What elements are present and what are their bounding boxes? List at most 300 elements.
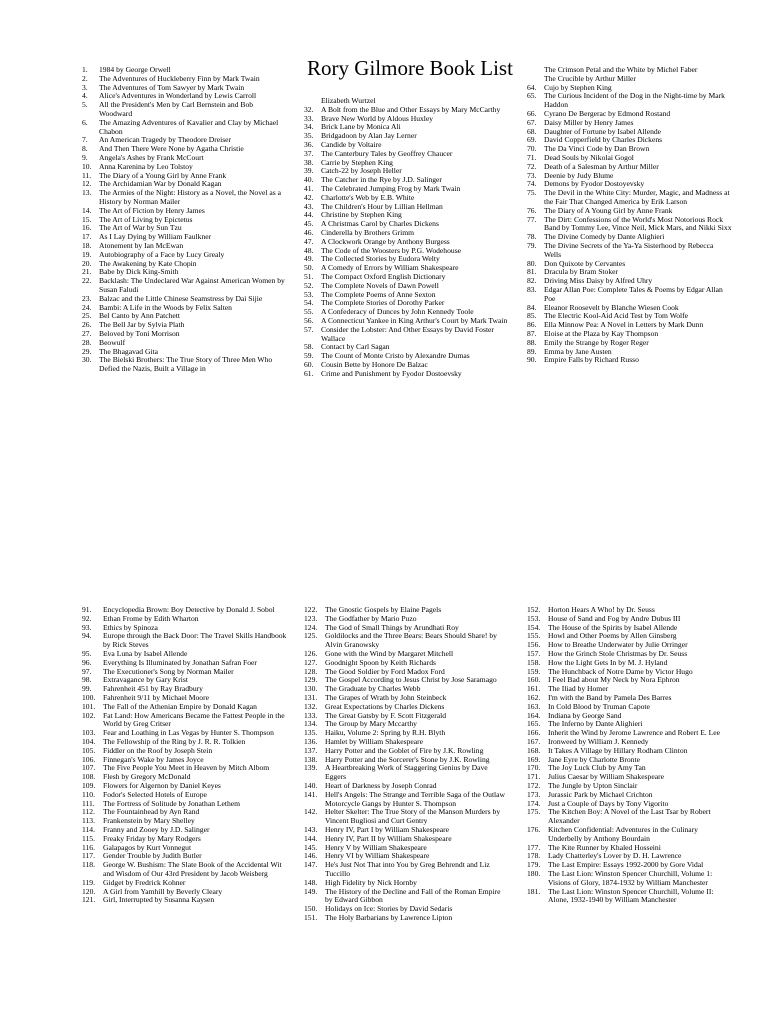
item-number: 84. — [527, 302, 537, 312]
book-title: The Diary of A Young Girl by Anne Frank — [544, 205, 673, 215]
book-title: How the Light Gets In by M. J. Hyland — [548, 657, 668, 667]
item-number: 125. — [304, 631, 318, 641]
book-title: High Fidelity by Nick Hornby — [325, 877, 417, 887]
book-list-column-2 — [304, 97, 509, 379]
book-title: The Iliad by Homer — [548, 684, 609, 694]
book-list-item — [82, 861, 287, 879]
book-title: David Copperfield by Charles Dickens — [544, 135, 663, 145]
item-number: 61. — [304, 368, 314, 378]
page-title: Rory Gilmore Book List — [307, 56, 513, 80]
item-number: 146. — [304, 851, 318, 861]
item-number: 23. — [82, 293, 92, 303]
book-title: Lady Chatterley's Lover by D. H. Lawrence — [548, 851, 682, 861]
book-title: The Archidamian War by Donald Kagan — [99, 179, 222, 189]
continued-entry: The Crucible by Arthur Miller — [544, 73, 636, 83]
book-title: Consider the Lobster: And Other Essays by David Foster Wallace — [321, 324, 494, 343]
book-title: How the Grinch Stole Christmas by Dr. Seuss — [548, 648, 688, 658]
book-title: The Complete Novels of Dawn Powell — [321, 280, 439, 290]
item-number: 37. — [304, 148, 314, 158]
item-number: 115. — [82, 833, 96, 843]
book-title: Eloise at the Plaza by Kay Thompson — [544, 328, 659, 338]
book-title: A Confederacy of Dunces by John Kennedy Toole — [321, 307, 474, 317]
item-number: 74. — [527, 179, 537, 189]
book-title: 1984 by George Orwell — [99, 65, 171, 74]
item-number: 45. — [304, 219, 314, 229]
book-title: Holidays on Ice: Stories by David Sedaris — [325, 904, 453, 914]
item-number: 139. — [304, 763, 318, 773]
book-title: Eva Luna by Isabel Allende — [103, 648, 188, 658]
item-number: 157. — [527, 648, 541, 658]
book-title: It Takes A Village by Hillary Rodham Clinton — [548, 745, 688, 755]
item-number: 154. — [527, 622, 541, 632]
book-title: Howl and Other Poems by Allen Ginsberg — [548, 631, 677, 641]
book-list-item — [82, 189, 287, 207]
item-number: 80. — [527, 258, 537, 268]
book-title: Freaky Friday by Mary Rodgers — [103, 833, 201, 843]
book-title: Bambi: A Life in the Woods by Felix Salten — [99, 302, 232, 312]
item-number: 107. — [82, 763, 96, 773]
item-number: 77. — [527, 214, 537, 224]
book-title: Henry V by William Shakespeare — [325, 842, 427, 852]
book-list-item — [527, 92, 732, 110]
book-title: Girl, Interrupted by Susanna Kaysen — [103, 895, 215, 905]
item-number: 138. — [304, 754, 318, 764]
book-list-item — [527, 356, 732, 365]
book-title: Fiddler on the Roof by Joseph Stein — [103, 745, 213, 755]
book-title: Ethan Frome by Edith Wharton — [103, 613, 199, 623]
item-number: 173. — [527, 789, 541, 799]
book-list-item — [527, 216, 732, 234]
item-number: 41. — [304, 183, 314, 193]
book-list-item — [527, 286, 732, 304]
item-number: 15. — [82, 214, 92, 224]
book-title: The History of the Decline and Fall of the Roman Empire by Edward Gibbon — [325, 886, 501, 905]
book-title: Goodnight Spoon by Keith Richards — [325, 657, 436, 667]
item-number: 25. — [82, 311, 92, 321]
book-title: The Children's Hour by Lillian Hellman — [321, 201, 443, 211]
item-number: 158. — [527, 657, 541, 667]
book-title: Backlash: The Undeclared War Against American Women by Susan Faludi — [99, 276, 285, 294]
book-title: Christine by Stephen King — [321, 210, 402, 220]
book-list-item — [82, 119, 287, 137]
item-number: 30. — [82, 355, 92, 365]
item-number: 87. — [527, 328, 537, 338]
item-number: 133. — [304, 710, 318, 720]
book-list-item — [304, 632, 509, 650]
book-title: The Armies of the Night: History as a Novel, the Novel as a History by Norman Mailer — [99, 188, 281, 206]
item-number: 112. — [82, 807, 96, 817]
item-number: 21. — [82, 267, 92, 277]
book-title: Autobiography of a Face by Lucy Grealy — [99, 249, 225, 259]
item-number: 4. — [82, 91, 88, 101]
book-title: Fat Land: How Americans Became the Fattest People in the World by Greg Critser — [103, 710, 285, 729]
book-title: The Gnostic Gospels by Elaine Pagels — [325, 605, 442, 614]
book-list-item — [527, 189, 732, 207]
item-number: 121. — [82, 895, 96, 905]
item-number: 105. — [82, 745, 96, 755]
book-title: Fahrenheit 9/11 by Michael Moore — [103, 692, 210, 702]
item-number: 86. — [527, 320, 537, 330]
item-number: 94. — [82, 631, 92, 641]
item-number: 57. — [304, 324, 314, 334]
book-title: The Canterbury Tales by Geoffrey Chaucer — [321, 148, 453, 158]
book-title: Jurassic Park by Michael Crichton — [548, 789, 653, 799]
item-number: 71. — [527, 152, 537, 162]
item-number: 165. — [527, 719, 541, 729]
item-number: 141. — [304, 789, 318, 799]
book-title: Just a Couple of Days by Tony Vigorito — [548, 798, 669, 808]
item-number: 59. — [304, 351, 314, 361]
book-title: An American Tragedy by Theodore Dreiser — [99, 135, 232, 145]
book-title: I'm with the Band by Pamela Des Barres — [548, 692, 672, 702]
book-title: Everything Is Illuminated by Jonathan Safran Foer — [103, 657, 257, 667]
book-title: Indiana by George Sand — [548, 710, 622, 720]
book-title: The Da Vinci Code by Dan Brown — [544, 144, 650, 154]
item-number: 29. — [82, 346, 92, 356]
book-title: The Electric Kool-Aid Acid Test by Tom Wolfe — [544, 311, 689, 321]
book-title: The Good Soldier by Ford Madox Ford — [325, 666, 445, 676]
book-list-column-6 — [527, 606, 732, 905]
book-title: Henry VI by William Shakespeare — [325, 851, 430, 861]
item-number: 151. — [304, 912, 318, 922]
book-title: The Diary of a Young Girl by Anne Frank — [99, 170, 227, 180]
book-title: Cousin Bette by Honore De Balzac — [321, 359, 428, 369]
book-list-item — [304, 764, 509, 782]
item-number: 52. — [304, 280, 314, 290]
book-title: Driving Miss Daisy by Alfred Uhry — [544, 276, 653, 286]
book-title: Henry IV, Part I by William Shakespeare — [325, 824, 450, 834]
item-number: 145. — [304, 842, 318, 852]
book-title: Hamlet by William Shakespeare — [325, 736, 424, 746]
book-title: Death of a Salesman by Arthur Miller — [544, 161, 659, 171]
book-title: Angela's Ashes by Frank McCourt — [99, 152, 204, 162]
book-title: Brave New World by Aldous Huxley — [321, 113, 434, 123]
book-title: Encyclopedia Brown: Boy Detective by Donald J. Sobol — [103, 605, 275, 614]
book-list-item — [527, 888, 732, 906]
book-title: The Godfather by Mario Puzo — [325, 613, 417, 623]
item-number: 6. — [82, 117, 88, 127]
book-list-item — [304, 370, 509, 379]
book-title: The Count of Monte Cristo by Alexandre Dumas — [321, 351, 470, 361]
book-list-item — [527, 808, 732, 826]
book-list-item — [527, 242, 732, 260]
book-title: A Clockwork Orange by Anthony Burgess — [321, 236, 450, 246]
book-title: The Art of Fiction by Henry James — [99, 205, 205, 215]
book-title: The Holy Barbarians by Lawrence Lipton — [325, 912, 453, 922]
book-title: He's Just Not That into You by Greg Behrendt and Liz Tuccillo — [325, 860, 490, 878]
item-number: 102. — [82, 710, 96, 720]
book-title: The Devil in the White City: Murder, Magic, and Madness at the Fair That Changed America by Erik Larson — [544, 188, 730, 206]
book-title: Fahrenheit 451 by Ray Bradbury — [103, 684, 203, 694]
item-number: 3. — [82, 82, 88, 92]
book-title: A Connecticut Yankee in King Arthur's Court by Mark Twain — [321, 315, 508, 325]
book-title: Dead Souls by Nikolai Gogol — [544, 152, 634, 162]
book-title: The Complete Poems of Anne Sexton — [321, 289, 436, 299]
book-title: The Grapes of Wrath by John Steinbeck — [325, 692, 447, 702]
item-number: 85. — [527, 311, 537, 321]
item-number: 24. — [82, 302, 92, 312]
book-list-item — [304, 808, 509, 826]
item-number: 159. — [527, 666, 541, 676]
item-number: 13. — [82, 188, 92, 198]
column-2-entries — [304, 106, 509, 379]
item-number: 64. — [527, 82, 537, 92]
item-number: 60. — [304, 359, 314, 369]
book-list-item — [82, 896, 287, 905]
book-title: The Code of the Woosters by P.G. Wodehouse — [321, 245, 462, 255]
book-title: Fodor's Selected Hotels of Europe — [103, 789, 207, 799]
item-number: 83. — [527, 284, 537, 294]
item-number: 47. — [304, 236, 314, 246]
item-number: 122. — [304, 605, 318, 614]
book-list-item — [82, 101, 287, 119]
item-number: 58. — [304, 342, 314, 352]
item-number: 38. — [304, 157, 314, 167]
continued-entry: The Crimson Petal and the White by Michel Faber — [544, 65, 698, 74]
book-title: The Catcher in the Rye by J.D. Salinger — [321, 175, 442, 185]
item-number: 181. — [527, 886, 541, 896]
item-number: 129. — [304, 675, 318, 685]
book-title: The Collected Stories by Eudora Welty — [321, 254, 440, 264]
item-number: 91. — [82, 605, 92, 614]
book-title: Flowers for Algernon by Daniel Keyes — [103, 780, 221, 790]
item-number: 169. — [527, 754, 541, 764]
item-number: 79. — [527, 240, 537, 250]
item-number: 89. — [527, 346, 537, 356]
book-title: The Group by Mary Mccarthy — [325, 719, 417, 729]
book-title: House of Sand and Fog by Andre Dubus III — [548, 613, 681, 623]
item-number: 142. — [304, 807, 318, 817]
book-title: Gidget by Fredrick Kohner — [103, 877, 186, 887]
item-number: 178. — [527, 851, 541, 861]
book-list-column-3 — [527, 66, 732, 365]
book-title: A Girl from Yamhill by Beverly Cleary — [103, 886, 223, 896]
item-number: 55. — [304, 307, 314, 317]
book-title: Galapagos by Kurt Vonnegut — [103, 842, 192, 852]
book-title: Candide by Voltaire — [321, 139, 382, 149]
item-number: 172. — [527, 780, 541, 790]
item-number: 111. — [82, 798, 95, 808]
book-title: Cyrano De Bergerac by Edmond Rostand — [544, 108, 671, 118]
item-number: 18. — [82, 240, 92, 250]
item-number: 53. — [304, 289, 314, 299]
item-number: 17. — [82, 232, 92, 242]
item-number: 35. — [304, 131, 314, 141]
item-number: 69. — [527, 135, 537, 145]
item-number: 108. — [82, 772, 96, 782]
item-number: 168. — [527, 745, 541, 755]
book-title: Frankenstein by Mary Shelley — [103, 816, 195, 826]
book-title: Cinderella by Brothers Grimm — [321, 227, 415, 237]
book-title: As I Lay Dying by William Faulkner — [99, 232, 212, 242]
book-title: The Great Gatsby by F. Scott Fitzgerald — [325, 710, 447, 720]
item-number: 93. — [82, 622, 92, 632]
book-title: The Kite Runner by Khaled Hosseini — [548, 842, 661, 852]
book-title: Crime and Punishment by Fyodor Dostoevsky — [321, 368, 462, 378]
book-title: The Joy Luck Club by Amy Tan — [548, 763, 646, 773]
book-title: The Amazing Adventures of Kavalier and Clay by Michael Chabon — [99, 117, 279, 136]
book-title: The House of the Spirits by Isabel Allende — [548, 622, 678, 632]
book-title: A Christmas Carol by Charles Dickens — [321, 219, 439, 229]
book-title: Horton Hears A Who! by Dr. Seuss — [548, 605, 655, 614]
item-number: 97. — [82, 666, 92, 676]
item-number: 43. — [304, 201, 314, 211]
item-number: 42. — [304, 192, 314, 202]
book-title: Harry Potter and the Goblet of Fire by J.K. Rowling — [325, 745, 484, 755]
item-number: 101. — [82, 701, 96, 711]
item-number: 7. — [82, 135, 88, 145]
book-title: The Fall of the Athenian Empire by Donald Kagan — [103, 701, 257, 711]
book-title: Harry Potter and the Sorcerer's Stone by J.K. Rowling — [325, 754, 490, 764]
book-title: The Gospel According to Jesus Christ by Jose Saramago — [325, 675, 497, 685]
item-number: 166. — [527, 728, 541, 738]
item-number: 81. — [527, 267, 537, 277]
item-number: 99. — [82, 684, 92, 694]
item-number: 1. — [82, 65, 88, 74]
item-number: 50. — [304, 263, 314, 273]
book-title: The Awakening by Kate Chopin — [99, 258, 197, 268]
book-title: Extravagance by Gary Krist — [103, 675, 188, 685]
item-number: 49. — [304, 254, 314, 264]
book-title: The Dirt: Confessions of the World's Most Notorious Rock Band by Tommy Lee, Vince Neil, Mick Mars, and Nikki Sixx — [544, 214, 732, 233]
item-number: 2. — [82, 73, 88, 83]
item-number: 150. — [304, 904, 318, 914]
book-list-item — [304, 888, 509, 906]
item-number: 175. — [527, 807, 541, 817]
book-title: A Heartbreaking Work of Staggering Genius by Dave Eggers — [325, 763, 488, 782]
item-number: 67. — [527, 117, 537, 127]
book-list-item — [82, 356, 287, 374]
book-title: Bel Canto by Ann Patchett — [99, 311, 180, 321]
item-number: 44. — [304, 210, 314, 220]
item-number: 100. — [82, 692, 96, 702]
book-title: Babe by Dick King-Smith — [99, 267, 179, 277]
book-title: A Comedy of Errors by William Shakespeare — [321, 263, 459, 273]
book-title: Catch-22 by Joseph Heller — [321, 166, 402, 176]
item-number: 144. — [304, 833, 318, 843]
item-number: 113. — [82, 816, 96, 826]
book-title: Carrie by Stephen King — [321, 157, 393, 167]
item-number: 174. — [527, 798, 541, 808]
item-number: 33. — [304, 113, 314, 123]
book-title: The Fortress of Solitude by Jonathan Lethem — [103, 798, 241, 808]
item-number: 96. — [82, 657, 92, 667]
item-number: 117. — [82, 851, 96, 861]
item-number: 123. — [304, 613, 318, 623]
book-title: All the President's Men by Carl Bernstein and Bob Woodward — [99, 100, 254, 118]
item-number: 75. — [527, 188, 537, 198]
book-title: The Compact Oxford English Dictionary — [321, 271, 446, 281]
book-title: Brick Lane by Monica Ali — [321, 122, 401, 132]
column-3-entries — [527, 84, 732, 366]
item-number: 78. — [527, 232, 537, 242]
item-number: 164. — [527, 710, 541, 720]
item-number: 70. — [527, 144, 537, 154]
book-title: Finnegan's Wake by James Joyce — [103, 754, 204, 764]
book-title: The Jungle by Upton Sinclair — [548, 780, 638, 790]
item-number: 126. — [304, 648, 318, 658]
book-title: Beowulf — [99, 337, 126, 347]
book-title: Deenie by Judy Blume — [544, 170, 614, 180]
book-title: Edgar Allan Poe: Complete Tales & Poems by Edgar Allan Poe — [544, 284, 723, 303]
item-number: 167. — [527, 736, 541, 746]
book-title: Daisy Miller by Henry James — [544, 117, 634, 127]
item-number: 118. — [82, 860, 96, 870]
book-title: The Hunchback of Notre Dame by Victor Hugo — [548, 666, 693, 676]
item-number: 179. — [527, 860, 541, 870]
book-list-item — [304, 914, 509, 923]
book-title: The Last Lion: Winston Spencer Churchill, Volume II: Alone, 1932-1940 by William Manchester — [548, 886, 714, 905]
item-number: 160. — [527, 675, 541, 685]
book-title: Ironweed by William J. Kennedy — [548, 736, 649, 746]
item-number: 147. — [304, 860, 318, 870]
book-title: Alice's Adventures in Wonderland by Lewis Carroll — [99, 91, 257, 101]
item-number: 110. — [82, 789, 96, 799]
item-number: 124. — [304, 622, 318, 632]
book-title: The Adventures of Huckleberry Finn by Mark Twain — [99, 73, 260, 83]
item-number: 22. — [82, 276, 92, 286]
item-number: 114. — [82, 824, 96, 834]
book-title: The Divine Secrets of the Ya-Ya Sisterhood by Rebecca Wells — [544, 240, 714, 259]
book-title: The Bhagavad Gita — [99, 346, 159, 356]
book-title: Contact by Carl Sagan — [321, 342, 390, 352]
item-number: 46. — [304, 227, 314, 237]
item-number: 153. — [527, 613, 541, 623]
item-number: 92. — [82, 613, 92, 623]
book-title: Dracula by Bram Stoker — [544, 267, 619, 277]
item-number: 128. — [304, 666, 318, 676]
item-number: 109. — [82, 780, 96, 790]
item-number: 152. — [527, 605, 541, 614]
book-list-item — [82, 712, 287, 730]
book-title: Henry IV, Part II by William Shakespeare — [325, 833, 452, 843]
book-title: Franny and Zooey by J.D. Salinger — [103, 824, 210, 834]
book-list-item — [82, 277, 287, 295]
book-title: The Fountainhead by Ayn Rand — [103, 807, 200, 817]
item-number: 36. — [304, 139, 314, 149]
book-title: Gone with the Wind by Margaret Mitchell — [325, 648, 454, 658]
item-number: 73. — [527, 170, 537, 180]
item-number: 171. — [527, 772, 541, 782]
item-number: 103. — [82, 728, 96, 738]
item-number: 82. — [527, 276, 537, 286]
book-title: The Last Lion: Winston Spencer Churchill, Volume 1: Visions of Glory, 1874-1932 by William Manchester — [548, 868, 713, 887]
book-title: Atonement by Ian McEwan — [99, 240, 184, 250]
item-number: 5. — [82, 100, 88, 110]
book-title: Bridgadoon by Alan Jay Lerner — [321, 131, 417, 141]
book-title: Cujo by Stephen King — [544, 82, 612, 92]
item-number: 20. — [82, 258, 92, 268]
book-title: The Five People You Meet in Heaven by Mitch Albom — [103, 763, 270, 773]
item-number: 131. — [304, 692, 318, 702]
book-title: The Kitchen Boy: A Novel of the Last Tsar by Robert Alexander — [548, 807, 711, 826]
item-number: 177. — [527, 842, 541, 852]
book-title: Kitchen Confidential: Adventures in the Culinary Underbelly by Anthony Bourdain — [548, 824, 698, 843]
item-number: 56. — [304, 315, 314, 325]
book-title: Empire Falls by Richard Russo — [544, 355, 639, 365]
book-title: Europe through the Back Door: The Travel Skills Handbook by Rick Steves — [103, 631, 287, 650]
book-title: The Curious Incident of the Dog in the Night-time by Mark Haddon — [544, 91, 725, 110]
item-number: 14. — [82, 205, 92, 215]
book-title: Ethics by Spinoza — [103, 622, 158, 632]
book-title: Daughter of Fortune by Isabel Allende — [544, 126, 662, 136]
book-title: Helter Skelter: The True Story of the Manson Murders by Vincent Bugliosi and Curt Gentry — [325, 807, 501, 826]
item-number: 8. — [82, 144, 88, 154]
item-number: 162. — [527, 692, 541, 702]
book-title: Balzac and the Little Chinese Seamstress by Dai Sijie — [99, 293, 263, 303]
item-number: 66. — [527, 108, 537, 118]
item-number: 116. — [82, 842, 96, 852]
